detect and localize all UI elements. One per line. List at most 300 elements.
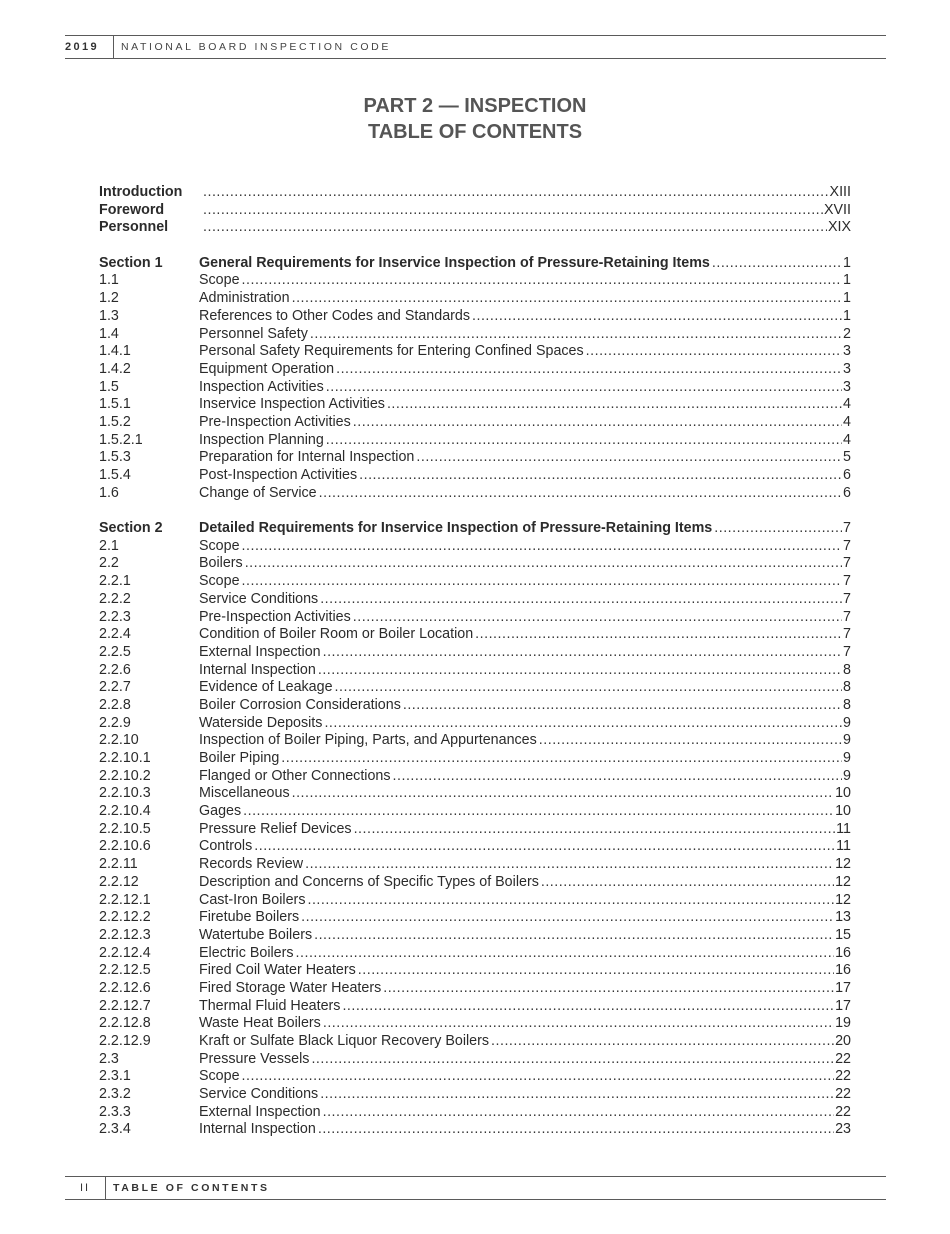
toc-entry-leader-line bbox=[199, 1033, 851, 1051]
dot-leader bbox=[383, 980, 834, 998]
toc-entry-number: 2.2.1 bbox=[99, 573, 131, 590]
page-title: PART 2 — INSPECTION bbox=[363, 95, 587, 117]
dot-leader bbox=[243, 803, 834, 821]
toc-entry-page: 8 bbox=[843, 679, 851, 696]
toc-entry-leader-line bbox=[199, 272, 851, 290]
dot-leader bbox=[387, 396, 842, 414]
toc-entry-title: Miscellaneous bbox=[199, 785, 290, 802]
toc-entry[interactable] bbox=[99, 644, 851, 662]
toc-entry-number: 2.2.10.2 bbox=[99, 767, 151, 784]
toc-entry-number: 2.2.12.8 bbox=[99, 1015, 151, 1032]
dot-leader bbox=[320, 1086, 834, 1104]
dot-leader bbox=[326, 379, 842, 397]
toc-entry-leader-line bbox=[199, 591, 851, 609]
toc-entry-title: Description and Concerns of Specific Types of Boilers bbox=[199, 873, 539, 890]
toc-entry-leader-line bbox=[199, 396, 851, 414]
toc-entry-number: 2.2.11 bbox=[99, 856, 138, 873]
toc-entry[interactable] bbox=[99, 768, 851, 786]
toc-entry-leader-line bbox=[199, 467, 851, 485]
toc-entry-leader-line bbox=[199, 874, 851, 892]
toc-entry-leader-line bbox=[199, 662, 851, 680]
toc-entry-number: 2.2.10.5 bbox=[99, 820, 151, 837]
dot-leader bbox=[292, 785, 835, 803]
toc-entry-leader-line bbox=[199, 326, 851, 344]
toc-entry[interactable] bbox=[99, 379, 851, 397]
toc-entry-leader-line bbox=[199, 343, 851, 361]
toc-entry-title: Pressure Vessels bbox=[199, 1050, 310, 1067]
toc-entry[interactable] bbox=[99, 750, 851, 768]
dot-leader bbox=[203, 184, 829, 202]
toc-entry[interactable] bbox=[99, 909, 851, 927]
toc-entry-leader-line bbox=[199, 679, 851, 697]
toc-entry-leader-line bbox=[199, 1121, 851, 1139]
toc-entry-page: 3 bbox=[843, 343, 851, 360]
toc-entry-page: 22 bbox=[835, 1050, 851, 1067]
toc-entry-leader-line bbox=[199, 1104, 851, 1122]
toc-entry-number: Personnel bbox=[99, 219, 169, 236]
toc-entry-page: 1 bbox=[843, 290, 851, 307]
toc-entry-leader-line bbox=[203, 202, 851, 220]
toc-entry-page: 7 bbox=[843, 590, 851, 607]
toc-entry-number: Section 2 bbox=[99, 520, 163, 537]
toc-entry-title: External Inspection bbox=[199, 1103, 321, 1120]
toc-entry-number: Introduction bbox=[99, 184, 183, 200]
toc-entry-number: 1.3 bbox=[99, 307, 119, 324]
toc-entry-page: 1 bbox=[843, 254, 851, 271]
toc-entry-title: Service Conditions bbox=[199, 1086, 319, 1103]
dot-leader bbox=[318, 662, 842, 680]
toc-entry-title: Change of Service bbox=[199, 484, 317, 501]
toc-entry[interactable] bbox=[99, 715, 851, 733]
toc-entry-page: 7 bbox=[843, 573, 851, 590]
toc-entry-number: 2.2.5 bbox=[99, 643, 131, 660]
toc-entry-leader-line bbox=[199, 803, 851, 821]
dot-leader bbox=[359, 467, 842, 485]
toc-entry-leader-line bbox=[199, 1086, 851, 1104]
toc-entry[interactable] bbox=[99, 555, 851, 573]
toc-entry-page: 11 bbox=[836, 838, 851, 855]
footer-label: TABLE OF CONTENTS bbox=[113, 1182, 270, 1194]
dot-leader bbox=[472, 308, 842, 326]
toc-entry-number: 2.2.12.4 bbox=[99, 944, 151, 961]
toc-entry-title: Scope bbox=[199, 573, 240, 590]
toc-entry-page: 2 bbox=[843, 325, 851, 342]
toc-entry[interactable] bbox=[99, 361, 851, 379]
dot-leader bbox=[475, 626, 842, 644]
toc-entry-title: Pressure Relief Devices bbox=[199, 820, 352, 837]
dot-leader bbox=[203, 219, 827, 237]
toc-entry[interactable] bbox=[99, 962, 851, 980]
toc-entry-number: 2.2.12.2 bbox=[99, 909, 151, 926]
toc-entry-page: 9 bbox=[843, 732, 851, 749]
toc-entry-title: Internal Inspection bbox=[199, 1121, 316, 1138]
toc-entry-title: Firetube Boilers bbox=[199, 909, 300, 926]
toc-entry-leader-line bbox=[199, 609, 851, 627]
toc-entry-leader-line bbox=[199, 255, 851, 273]
toc-entry-page: 7 bbox=[843, 608, 851, 625]
toc-entry-number: 2.2.12.9 bbox=[99, 1033, 151, 1049]
toc-entry-title: Scope bbox=[199, 537, 240, 554]
toc-entry[interactable] bbox=[99, 803, 851, 821]
toc-entry-title: Flanged or Other Connections bbox=[199, 767, 391, 784]
toc-entry[interactable] bbox=[99, 980, 851, 998]
toc-entry-page: 3 bbox=[843, 360, 851, 377]
toc-entry-number: 2.2.2 bbox=[99, 590, 131, 607]
toc-entry-page: 8 bbox=[843, 661, 851, 678]
toc-entry[interactable] bbox=[99, 219, 851, 237]
dot-leader bbox=[714, 520, 842, 538]
toc-entry[interactable] bbox=[99, 821, 851, 839]
toc-entry-page: 4 bbox=[843, 413, 851, 430]
toc-entry-number: 2.2.4 bbox=[99, 626, 131, 643]
dot-leader bbox=[326, 432, 842, 450]
toc-entry-page: 3 bbox=[843, 378, 851, 395]
toc-entry-leader-line bbox=[199, 290, 851, 308]
toc-entry-page: 22 bbox=[835, 1103, 851, 1120]
dot-leader bbox=[358, 962, 834, 980]
header-code-title: NATIONAL BOARD INSPECTION CODE bbox=[121, 41, 391, 53]
toc-entry-number: 2.1 bbox=[99, 537, 119, 554]
toc-entry-page: 17 bbox=[835, 997, 851, 1014]
toc-entry[interactable] bbox=[99, 626, 851, 644]
dot-leader bbox=[305, 856, 834, 874]
toc-entry-title: Fired Storage Water Heaters bbox=[199, 979, 382, 996]
toc-entry-number: 2.2.3 bbox=[99, 608, 131, 625]
toc-entry-title: Equipment Operation bbox=[199, 360, 335, 377]
toc-entry-title: Electric Boilers bbox=[199, 944, 294, 961]
dot-leader bbox=[541, 874, 834, 892]
toc-entry-number: 1.2 bbox=[99, 290, 119, 307]
toc-entry-number: 2.2.12.3 bbox=[99, 926, 151, 943]
toc-entry-title: Boiler Corrosion Considerations bbox=[199, 696, 401, 713]
toc-entry-leader-line bbox=[199, 644, 851, 662]
toc-entry-title: Administration bbox=[199, 290, 290, 307]
dot-leader bbox=[254, 838, 835, 856]
toc-entry[interactable] bbox=[99, 892, 851, 910]
toc-entry-title: Waterside Deposits bbox=[199, 714, 323, 731]
toc-entry-number: 2.2.6 bbox=[99, 661, 131, 678]
toc-entry[interactable] bbox=[99, 591, 851, 609]
dot-leader bbox=[324, 715, 842, 733]
toc-entry-page: 16 bbox=[835, 962, 851, 979]
toc-entry[interactable] bbox=[99, 184, 851, 202]
toc-entry[interactable] bbox=[99, 1086, 851, 1104]
table-of-contents bbox=[99, 184, 851, 1139]
toc-entry-number: 2.2.12 bbox=[99, 873, 139, 890]
toc-entry-title: Boilers bbox=[199, 555, 243, 572]
dot-leader bbox=[318, 1121, 834, 1139]
toc-entry-title: Inspection of Boiler Piping, Parts, and Appurtenances bbox=[199, 732, 537, 749]
toc-entry-number: 2.2.10.3 bbox=[99, 785, 151, 802]
toc-entry-page: 20 bbox=[835, 1033, 851, 1049]
toc-entry-number: 2.2.12.7 bbox=[99, 997, 151, 1014]
toc-entry[interactable] bbox=[99, 396, 851, 414]
toc-entry-page: 9 bbox=[843, 750, 851, 766]
toc-entry-number: 2.3 bbox=[99, 1050, 119, 1067]
toc-entry-page: 19 bbox=[835, 1015, 851, 1032]
dot-leader bbox=[403, 697, 842, 715]
toc-entry-number: 1.5.2.1 bbox=[99, 431, 143, 448]
toc-entry-page: 6 bbox=[843, 484, 851, 501]
toc-entry-page: XIX bbox=[827, 219, 851, 236]
toc-entry[interactable] bbox=[99, 679, 851, 697]
toc-entry-number: Foreword bbox=[99, 201, 165, 218]
toc-entry-page: 7 bbox=[843, 520, 851, 537]
toc-entry[interactable] bbox=[99, 927, 851, 945]
toc-entry[interactable] bbox=[99, 202, 851, 220]
toc-entry-page: 6 bbox=[843, 467, 851, 483]
toc-entry-leader-line bbox=[199, 927, 851, 945]
toc-entry[interactable] bbox=[99, 467, 851, 485]
toc-entry[interactable] bbox=[99, 308, 851, 326]
dot-leader bbox=[353, 609, 842, 627]
footer-page-number: II bbox=[65, 1177, 106, 1199]
toc-entry-title: Post-Inspection Activities bbox=[199, 467, 358, 483]
toc-entry-number: 2.2.7 bbox=[99, 679, 131, 696]
toc-entry-leader-line bbox=[199, 414, 851, 432]
toc-entry-number: 2.3.3 bbox=[99, 1103, 131, 1120]
dot-leader bbox=[242, 573, 843, 591]
toc-entry-page: 13 bbox=[835, 909, 851, 926]
toc-entry-page: 10 bbox=[835, 785, 851, 802]
toc-entry[interactable] bbox=[99, 874, 851, 892]
toc-entry-leader-line bbox=[199, 1051, 851, 1069]
toc-entry-page: 15 bbox=[835, 926, 851, 943]
toc-entry-leader-line bbox=[199, 538, 851, 556]
toc-entry[interactable] bbox=[99, 255, 851, 273]
toc-entry-page: 10 bbox=[835, 803, 851, 820]
toc-entry-number: 1.4.2 bbox=[99, 360, 131, 377]
toc-entry-title: Internal Inspection bbox=[199, 661, 316, 678]
toc-entry[interactable] bbox=[99, 945, 851, 963]
toc-entry-page: 11 bbox=[836, 820, 851, 837]
toc-entry-number: 2.2.8 bbox=[99, 696, 131, 713]
toc-entry-title: Records Review bbox=[199, 856, 304, 873]
toc-entry-leader-line bbox=[199, 1015, 851, 1033]
toc-entry-page: 12 bbox=[835, 856, 851, 873]
dot-leader bbox=[311, 1051, 834, 1069]
toc-entry[interactable] bbox=[99, 1015, 851, 1033]
toc-entry[interactable] bbox=[99, 838, 851, 856]
toc-entry-page: 12 bbox=[835, 873, 851, 890]
toc-entry[interactable] bbox=[99, 414, 851, 432]
toc-entry-number: 1.5.2 bbox=[99, 413, 131, 430]
toc-entry-number: 1.6 bbox=[99, 484, 119, 501]
toc-entry-number: 2.2.10.6 bbox=[99, 838, 151, 855]
toc-spacer bbox=[99, 502, 851, 520]
toc-entry-page: 16 bbox=[835, 944, 851, 961]
toc-entry[interactable] bbox=[99, 998, 851, 1016]
dot-leader bbox=[491, 1033, 834, 1051]
toc-entry-page: 7 bbox=[843, 626, 851, 643]
toc-entry[interactable] bbox=[99, 326, 851, 344]
toc-entry[interactable] bbox=[99, 1121, 851, 1139]
toc-entry[interactable] bbox=[99, 609, 851, 627]
dot-leader bbox=[354, 821, 836, 839]
toc-entry-leader-line bbox=[199, 980, 851, 998]
toc-entry-number: 2.2.10 bbox=[99, 732, 139, 749]
toc-entry-title: Thermal Fluid Heaters bbox=[199, 997, 341, 1014]
toc-entry-page: 1 bbox=[843, 272, 851, 289]
toc-entry-number: 2.2.12.5 bbox=[99, 962, 151, 979]
toc-entry-title: Detailed Requirements for Inservice Inspection of Pressure-Retaining Items bbox=[199, 520, 713, 537]
toc-entry[interactable] bbox=[99, 272, 851, 290]
toc-entry-title: Kraft or Sulfate Black Liquor Recovery Boilers bbox=[199, 1033, 490, 1049]
toc-entry-number: 2.3.2 bbox=[99, 1086, 131, 1103]
toc-entry[interactable] bbox=[99, 485, 851, 503]
toc-entry-leader-line bbox=[199, 750, 851, 768]
toc-entry-leader-line bbox=[199, 555, 851, 573]
toc-entry[interactable] bbox=[99, 343, 851, 361]
toc-entry-leader-line bbox=[199, 892, 851, 910]
page-subtitle: TABLE OF CONTENTS bbox=[367, 121, 583, 143]
toc-entry[interactable] bbox=[99, 520, 851, 538]
toc-entry-page: 22 bbox=[835, 1068, 851, 1085]
toc-entry-number: 1.5.1 bbox=[99, 396, 131, 413]
toc-entry-leader-line bbox=[199, 432, 851, 450]
toc-entry-title: Scope bbox=[199, 272, 240, 289]
toc-entry-leader-line bbox=[199, 1068, 851, 1086]
toc-entry-leader-line bbox=[199, 856, 851, 874]
toc-entry-page: 1 bbox=[843, 307, 851, 324]
toc-entry-title: Scope bbox=[199, 1068, 240, 1085]
toc-entry[interactable] bbox=[99, 573, 851, 591]
toc-entry[interactable] bbox=[99, 449, 851, 467]
toc-entry-number: 1.5 bbox=[99, 378, 119, 395]
toc-entry-leader-line bbox=[199, 697, 851, 715]
toc-entry-title: Pre-Inspection Activities bbox=[199, 608, 351, 625]
toc-entry-title: Service Conditions bbox=[199, 590, 319, 607]
toc-entry-title: Cast-Iron Boilers bbox=[199, 891, 306, 908]
dot-leader bbox=[335, 679, 843, 697]
dot-leader bbox=[281, 750, 842, 768]
toc-entry-page: 12 bbox=[835, 891, 851, 908]
toc-entry[interactable] bbox=[99, 697, 851, 715]
running-header bbox=[65, 35, 886, 59]
toc-entry-leader-line bbox=[203, 184, 851, 202]
toc-entry[interactable] bbox=[99, 432, 851, 450]
toc-entry-leader-line bbox=[199, 449, 851, 467]
toc-entry[interactable] bbox=[99, 1104, 851, 1122]
toc-spacer bbox=[99, 237, 851, 255]
toc-entry-leader-line bbox=[199, 838, 851, 856]
toc-entry-page: 5 bbox=[843, 449, 851, 466]
toc-entry-leader-line bbox=[199, 821, 851, 839]
toc-entry[interactable] bbox=[99, 1033, 851, 1051]
dot-leader bbox=[539, 732, 842, 750]
dot-leader bbox=[314, 927, 834, 945]
dot-leader bbox=[712, 255, 842, 273]
toc-entry-page: 17 bbox=[835, 979, 851, 996]
dot-leader bbox=[296, 945, 835, 963]
toc-entry[interactable] bbox=[99, 856, 851, 874]
toc-entry[interactable] bbox=[99, 290, 851, 308]
toc-entry-page: 9 bbox=[843, 714, 851, 731]
dot-leader bbox=[416, 449, 842, 467]
toc-entry-leader-line bbox=[199, 909, 851, 927]
toc-entry-leader-line bbox=[199, 715, 851, 733]
toc-entry-leader-line bbox=[199, 945, 851, 963]
toc-entry-title: Inspection Planning bbox=[199, 431, 324, 448]
toc-entry-leader-line bbox=[199, 998, 851, 1016]
toc-entry-number: 2.3.4 bbox=[99, 1121, 131, 1138]
toc-entry-leader-line bbox=[199, 962, 851, 980]
dot-leader bbox=[323, 1104, 835, 1122]
toc-entry-number: 1.5.3 bbox=[99, 449, 131, 466]
toc-entry-title: Watertube Boilers bbox=[199, 926, 313, 943]
toc-entry-leader-line bbox=[199, 573, 851, 591]
toc-entry-title: Fired Coil Water Heaters bbox=[199, 962, 356, 979]
dot-leader bbox=[307, 892, 834, 910]
toc-entry-page: XIII bbox=[829, 184, 851, 200]
toc-entry-title: Evidence of Leakage bbox=[199, 679, 333, 696]
header-year: 2019 bbox=[65, 36, 114, 58]
toc-entry-leader-line bbox=[199, 361, 851, 379]
dot-leader bbox=[319, 485, 842, 503]
dot-leader bbox=[323, 644, 842, 662]
toc-entry[interactable] bbox=[99, 732, 851, 750]
dot-leader bbox=[320, 591, 842, 609]
toc-entry-title: Inspection Activities bbox=[199, 378, 324, 395]
toc-entry-page: 7 bbox=[843, 643, 851, 660]
toc-entry-title: Boiler Piping bbox=[199, 750, 280, 766]
toc-entry-title: Condition of Boiler Room or Boiler Location bbox=[199, 626, 474, 643]
toc-entry-page: 4 bbox=[843, 431, 851, 448]
toc-entry-number: Section 1 bbox=[99, 254, 163, 271]
dot-leader bbox=[242, 538, 843, 556]
toc-entry-number: 2.2.12.1 bbox=[99, 891, 151, 908]
toc-entry-leader-line bbox=[199, 308, 851, 326]
dot-leader bbox=[336, 361, 842, 379]
toc-entry-page: 4 bbox=[843, 396, 851, 413]
toc-entry-page: 7 bbox=[843, 555, 851, 572]
toc-entry-leader-line bbox=[199, 520, 851, 538]
dot-leader bbox=[301, 909, 834, 927]
dot-leader bbox=[342, 998, 834, 1016]
toc-entry-page: 8 bbox=[843, 696, 851, 713]
toc-entry-leader-line bbox=[199, 768, 851, 786]
dot-leader bbox=[353, 414, 842, 432]
toc-entry-number: 2.2.10.4 bbox=[99, 803, 151, 820]
dot-leader bbox=[203, 202, 823, 220]
toc-entry-leader-line bbox=[199, 785, 851, 803]
dot-leader bbox=[245, 555, 842, 573]
toc-entry-number: 2.2.10.1 bbox=[99, 750, 151, 766]
toc-entry-title: Waste Heat Boilers bbox=[199, 1015, 321, 1032]
toc-entry-number: 2.2.12.6 bbox=[99, 979, 151, 996]
toc-entry-title: Inservice Inspection Activities bbox=[199, 396, 385, 413]
toc-entry-title: Gages bbox=[199, 803, 242, 820]
dot-leader bbox=[242, 1068, 835, 1086]
dot-leader bbox=[586, 343, 842, 361]
toc-entry-leader-line bbox=[199, 485, 851, 503]
toc-entry-title: Controls bbox=[199, 838, 253, 855]
toc-entry-page: 7 bbox=[843, 537, 851, 554]
toc-entry[interactable] bbox=[99, 1051, 851, 1069]
dot-leader bbox=[393, 768, 843, 786]
toc-entry-number: 2.2.9 bbox=[99, 714, 131, 731]
toc-entry[interactable] bbox=[99, 785, 851, 803]
dot-leader bbox=[242, 272, 843, 290]
toc-entry[interactable] bbox=[99, 538, 851, 556]
toc-entry-number: 1.4.1 bbox=[99, 343, 131, 360]
toc-entry[interactable] bbox=[99, 662, 851, 680]
toc-entry[interactable] bbox=[99, 1068, 851, 1086]
toc-entry-title: Pre-Inspection Activities bbox=[199, 413, 351, 430]
toc-entry-page: 23 bbox=[835, 1121, 851, 1138]
toc-entry-title: General Requirements for Inservice Inspection of Pressure-Retaining Items bbox=[199, 254, 710, 271]
dot-leader bbox=[323, 1015, 834, 1033]
